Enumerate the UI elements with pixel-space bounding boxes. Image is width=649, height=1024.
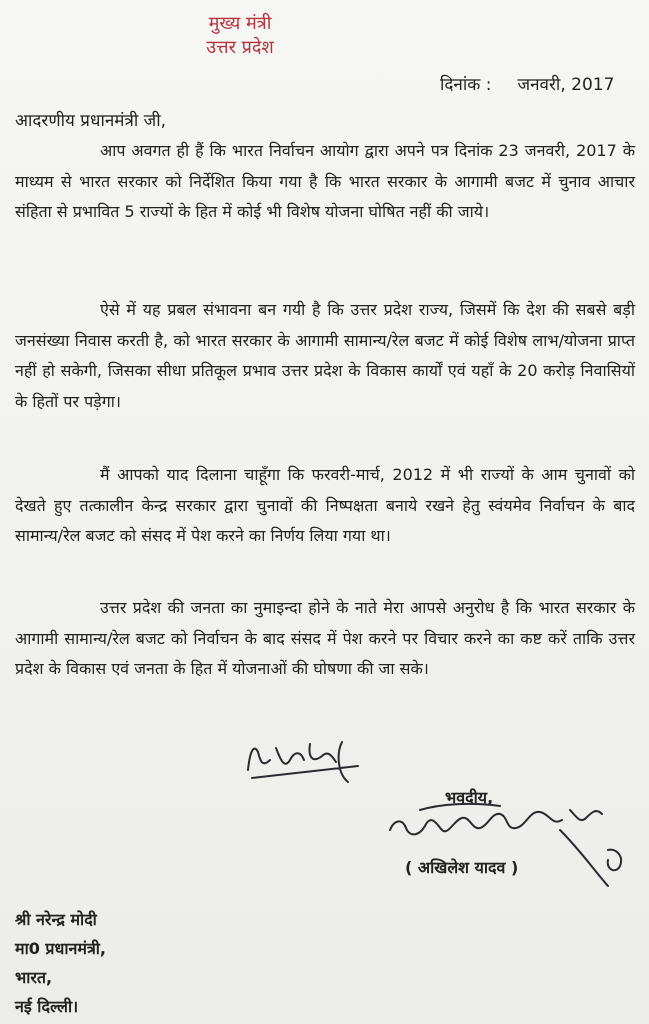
recipient-address — [15, 905, 106, 1021]
letter-date — [440, 72, 640, 95]
letterhead-title: मुख्य मंत्री — [208, 13, 272, 34]
closing: भवदीय, — [445, 788, 494, 807]
address-line: मा0 प्रधानमंत्री, — [15, 939, 107, 958]
letterhead-subtitle: उत्तर प्रदेश — [206, 37, 274, 58]
handwritten-initials-signature — [240, 730, 370, 790]
paragraph-3: मैं आपको याद दिलाना चाहूँगा कि फरवरी-मार्च, 2012 में भी राज्यों के आम चुनावों को देखते हुए तत्कालीन केन्द्र सरकार द्वारा चुनावों की निष्पक्षता बनाये रखने हेतु स्वंयमेव निर्वाचन के बाद सामान्य/रेल बजट को संसद में पेश करने का निर्णय लिया गया था। — [15, 465, 635, 545]
letterhead — [160, 12, 320, 60]
address-line: नई दिल्ली। — [15, 997, 79, 1016]
date-value: जनवरी, 2017 — [517, 75, 615, 95]
address-line: श्री नरेन्द्र मोदी — [15, 910, 97, 929]
address-line: भारत, — [15, 968, 53, 987]
salutation: आदरणीय प्रधानमंत्री जी, — [15, 111, 167, 131]
signer-name: ( अखिलेश यादव ) — [405, 858, 519, 877]
paragraph-4: उत्तर प्रदेश की जनता का नुमाइन्दा होने के नाते मेरा आपसे अनुरोध है कि भारत सरकार के आगामी सामान्य/रेल बजट को निर्वाचन के बाद संसद में पेश करने पर विचार करने का कष्ट करें ताकि उत्तर प्रदेश के विकास एवं जनता के हित में योजनाओं की घोषणा की जा सके। — [15, 598, 635, 678]
date-label: दिनांक : — [440, 75, 492, 95]
paragraph-1: आप अवगत ही हैं कि भारत निर्वाचन आयोग द्वारा अपने पत्र दिनांक 23 जनवरी, 2017 के माध्यम से भारत सरकार को निर्देशित किया गया है कि भारत सरकार के आगामी बजट में चुनाव आचार संहिता से प्रभावित 5 राज्यों के हित में कोई भी विशेष योजना घोषित नहीं की जाये। — [15, 141, 635, 221]
paragraph-2: ऐसे में यह प्रबल संभावना बन गयी है कि उत्तर प्रदेश राज्य, जिसमें कि देश की सबसे बड़ी जनसंख्या निवास करती है, को भारत सरकार के आगामी सामान्य/रेल बजट में कोई विशेष लाभ/योजना प्राप्त नहीं हो सकेगी, जिसका सीधा प्रतिकूल प्रभाव उत्तर प्रदेश के विकास कार्यों एवं यहाँ के 20 करोड़ निवासियों के हितों पर पड़ेगा। — [15, 300, 635, 411]
